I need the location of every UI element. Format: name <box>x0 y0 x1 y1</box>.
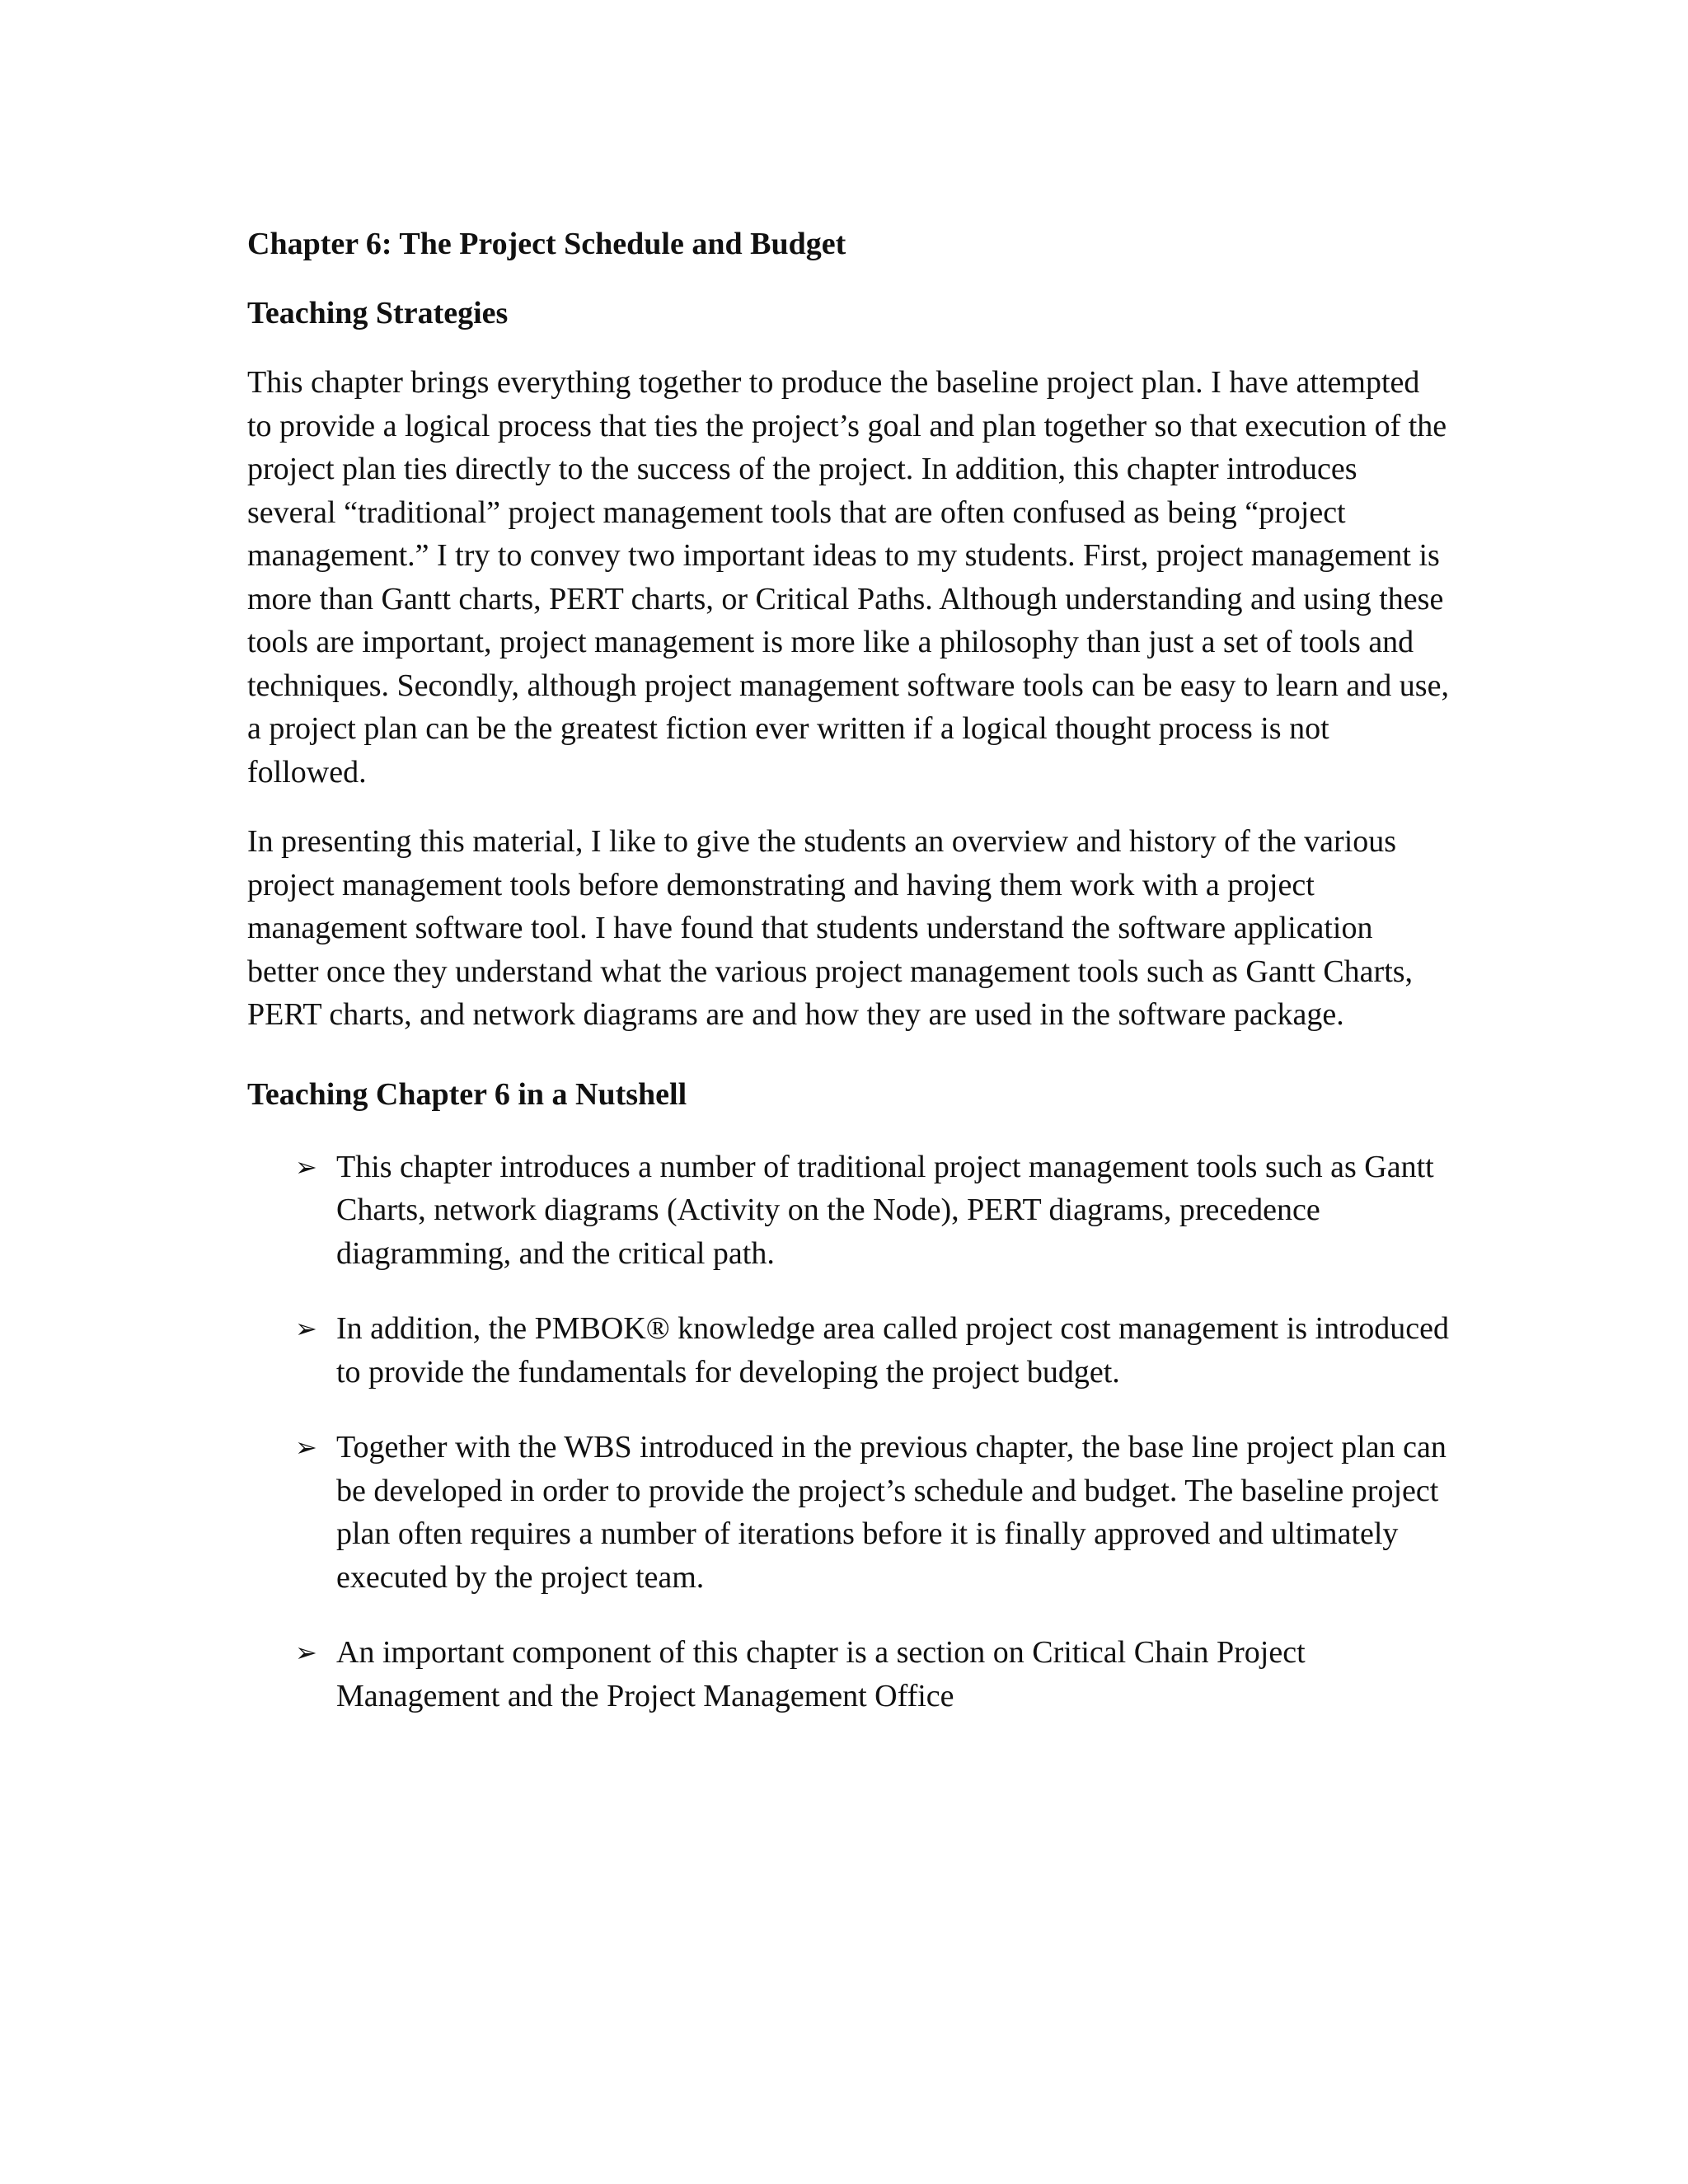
list-item <box>247 1307 1451 1394</box>
document-page <box>247 223 1451 1750</box>
arrow-bullet-icon: ➢ <box>295 1151 317 1183</box>
paragraph-intro: This chapter brings everything together to produce the baseline project plan. I have attempted to provide a logical process that ties the project’s goal and plan together so that execution of the project plan ties directly to the success of the project. In addition, this chapter introduces several “traditional” project management tools that are often confused as being “project management.” I try to convey two important ideas to my students. First, project management is more than Gantt charts, PERT charts, or Critical Paths. Although understanding and using these tools are important, project management is more like a philosophy than just a set of tools and techniques. Secondly, although project management software tools can be easy to learn and use, a project plan can be the greatest fiction ever written if a logical thought process is not followed. <box>247 365 1449 790</box>
list-item <box>247 1631 1451 1718</box>
arrow-bullet-icon: ➢ <box>295 1637 317 1668</box>
nutshell-bullet-list <box>247 1146 1451 1718</box>
section-heading-nutshell: Teaching Chapter 6 in a Nutshell <box>247 1076 687 1112</box>
arrow-bullet-icon: ➢ <box>295 1313 317 1344</box>
bullet-text: In addition, the PMBOK® knowledge area called project cost management is introduced to provide the fundamentals for developing the project budget. <box>336 1311 1450 1390</box>
chapter-title: Chapter 6: The Project Schedule and Budget <box>247 227 846 261</box>
bullet-text: An important component of this chapter is a section on Critical Chain Project Management and the Project Management Office <box>336 1635 1306 1713</box>
list-item <box>247 1146 1451 1276</box>
arrow-bullet-icon: ➢ <box>295 1432 317 1463</box>
section-heading-teaching-strategies: Teaching Strategies <box>247 296 509 330</box>
bullet-text: This chapter introduces a number of traditional project management tools such as Gantt Charts, network diagrams (Activity on the Node), PERT diagrams, precedence diagramming, and the critical path. <box>336 1149 1434 1271</box>
list-item <box>247 1426 1451 1599</box>
paragraph-presenting: In presenting this material, I like to give the students an overview and history of the various project management tools before demonstrating and having them work with a project management software tool. I have found that students understand the software application better once they understand what the various project management tools such as Gantt Charts, PERT charts, and network diagrams are and how they are used in the software package. <box>247 824 1414 1032</box>
bullet-text: Together with the WBS introduced in the previous chapter, the base line project plan can be developed in order to provide the project’s schedule and budget. The baseline project plan often requires a number of iterations before it is finally approved and ultimately executed by the project team. <box>336 1430 1447 1595</box>
